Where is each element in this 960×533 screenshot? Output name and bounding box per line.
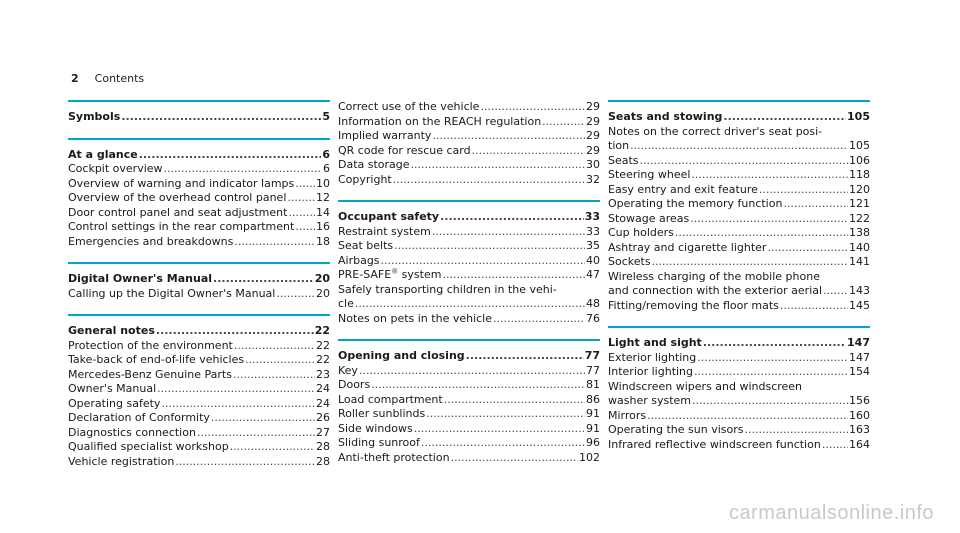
toc-entry[interactable] (68, 353, 330, 368)
entry-label: Fitting/removing the floor mats (608, 298, 779, 312)
entry-label: Seat belts (338, 239, 394, 252)
toc-entry[interactable] (68, 287, 330, 302)
toc-entry[interactable] (338, 239, 600, 254)
dot-leader (780, 299, 848, 314)
page-ref: 29 (586, 143, 600, 157)
dot-leader (691, 168, 848, 183)
entry-label: Emergencies and breakdowns (68, 234, 234, 248)
page-ref: 143 (849, 284, 870, 297)
toc-section-title[interactable] (68, 148, 330, 163)
toc-column-1 (68, 100, 330, 482)
toc-section-light-and-sight (608, 326, 870, 452)
dot-leader (542, 115, 585, 130)
page-ref: 147 (847, 336, 870, 349)
dot-leader (161, 397, 315, 412)
page-ref: 106 (849, 153, 870, 167)
entry-label: Diagnostics connection (68, 425, 196, 439)
toc-entry[interactable] (68, 162, 330, 177)
dot-leader (276, 287, 315, 302)
entry-label: and connection with the exterior aerial (608, 284, 823, 297)
page-ref: 122 (849, 211, 870, 225)
toc-entry[interactable] (338, 378, 600, 393)
toc-entry[interactable] (338, 144, 600, 159)
section-title-label: Seats and stowing (608, 110, 723, 123)
entry-label: Restraint system (338, 224, 431, 238)
dot-leader (783, 197, 848, 212)
entry-label: Interior lighting (608, 365, 694, 378)
page-ref: 27 (316, 425, 330, 439)
page-ref: 105 (849, 139, 870, 152)
dot-leader (156, 324, 314, 339)
dot-leader (451, 451, 578, 466)
toc-section-opening-and-closing (338, 339, 600, 465)
dot-leader (823, 284, 848, 299)
toc-entry[interactable] (338, 268, 600, 283)
toc-entry[interactable] (68, 206, 330, 221)
page-ref: 23 (316, 367, 330, 381)
page-ref: 156 (849, 394, 870, 407)
page-ref: 24 (316, 382, 330, 395)
section-title-label: At a glance (68, 147, 138, 161)
toc-entry[interactable] (338, 393, 600, 408)
dot-leader (164, 162, 322, 177)
section-divider (68, 262, 330, 264)
dot-leader (393, 173, 585, 188)
section-title-label: Opening and closing (338, 349, 465, 362)
toc-entry[interactable] (608, 212, 870, 227)
entry-label: Implied warranty (338, 129, 432, 142)
section-divider (608, 100, 870, 102)
toc-entry[interactable] (68, 368, 330, 383)
dot-leader (466, 349, 584, 364)
dot-leader (230, 440, 315, 455)
entry-label: Airbags (338, 253, 380, 267)
entry-label-line: Safely transporting children in the vehi- (338, 282, 557, 296)
dot-leader (233, 368, 315, 383)
page-ref: 76 (586, 311, 600, 325)
entry-label: Take-back of end-of-life vehicles (68, 353, 245, 366)
dot-leader (647, 409, 848, 424)
page-ref: 28 (316, 440, 330, 453)
entry-label: Owner's Manual (68, 382, 157, 395)
page-ref: 16 (316, 220, 330, 233)
dot-leader (245, 353, 315, 368)
toc-entry[interactable] (608, 139, 870, 154)
page-header (71, 72, 144, 85)
toc-section-digital-owner-s-manual (68, 262, 330, 301)
toc-entry[interactable] (338, 422, 600, 437)
toc-section-title[interactable] (608, 110, 870, 125)
section-divider (608, 326, 870, 328)
dot-leader (175, 455, 315, 470)
entry-label: cle (338, 297, 354, 310)
page-ref: 20 (316, 286, 330, 300)
toc-entry[interactable] (608, 394, 870, 409)
registered-mark: ® (391, 267, 399, 276)
page-ref: 28 (316, 454, 330, 468)
dot-leader (394, 239, 585, 254)
toc-entry[interactable] (338, 158, 600, 173)
entry-label: Overview of the overhead control panel (68, 191, 287, 204)
entry-label: Vehicle registration (68, 454, 175, 468)
toc-section-general-notes (68, 314, 330, 469)
toc-entry[interactable] (68, 382, 330, 397)
dot-leader (295, 177, 315, 192)
section-title-label: Symbols (68, 110, 121, 123)
page-ref: 145 (849, 298, 870, 312)
entry-label: Ashtray and cigarette lighter (608, 240, 767, 254)
dot-leader (295, 220, 315, 235)
toc-entry[interactable] (608, 183, 870, 198)
page-ref: 10 (316, 176, 330, 190)
section-divider (68, 100, 330, 102)
toc-entry[interactable] (338, 297, 600, 312)
entry-label: Key (338, 363, 358, 377)
entry-label-line: Notes on the correct driver's seat posi- (608, 124, 823, 138)
dot-leader (703, 336, 846, 351)
section-title-label: Digital Owner's Manual (68, 272, 213, 285)
toc-entry[interactable] (68, 220, 330, 235)
dot-leader (694, 365, 848, 380)
page-ref: 141 (849, 255, 870, 268)
entry-label: QR code for rescue card (338, 143, 471, 157)
page-ref: 22 (314, 324, 330, 337)
section-divider (338, 339, 600, 341)
page-ref: 29 (586, 100, 600, 113)
toc-entry[interactable] (608, 255, 870, 270)
page-ref: 47 (586, 268, 600, 281)
entry-label: Steering wheel (608, 168, 691, 181)
toc-section-title[interactable] (68, 272, 330, 287)
page-ref: 154 (849, 365, 870, 378)
entry-label: Operating the sun visors (608, 423, 744, 436)
page-ref: 81 (586, 378, 600, 391)
entry-label: Overview of warning and indicator lamps (68, 176, 295, 190)
toc-section-title[interactable] (68, 324, 330, 339)
toc-entry[interactable] (338, 312, 600, 327)
dot-leader (432, 129, 585, 144)
dot-leader (287, 191, 315, 206)
page-ref: 6 (323, 162, 330, 175)
page-ref: 77 (584, 349, 600, 362)
dot-leader (234, 235, 315, 250)
dot-leader (426, 407, 585, 422)
toc-entry[interactable] (338, 451, 600, 466)
dot-leader (822, 438, 848, 453)
page-ref: 14 (316, 205, 330, 219)
entry-label: PRE-SAFE® system (338, 267, 442, 281)
dot-leader (355, 297, 585, 312)
entry-label: Control settings in the rear compartment (68, 220, 295, 233)
toc-entry[interactable] (68, 235, 330, 250)
dot-leader (421, 436, 585, 451)
dot-leader (690, 212, 848, 227)
entry-label: Qualified specialist workshop (68, 440, 229, 453)
toc-entry[interactable] (338, 254, 600, 269)
dot-leader (197, 426, 315, 441)
dot-leader (480, 100, 585, 115)
page-number: 2 (71, 72, 79, 85)
page-ref: 22 (316, 353, 330, 366)
dot-leader (121, 110, 321, 125)
dot-leader (493, 312, 585, 327)
page-ref: 6 (322, 147, 330, 161)
dot-leader (211, 411, 315, 426)
toc-entry[interactable] (68, 397, 330, 412)
dot-leader (745, 423, 849, 438)
entry-label: Correct use of the vehicle (338, 100, 480, 113)
toc-entry[interactable] (338, 364, 600, 379)
entry-label: Anti-theft protection (338, 450, 450, 464)
entry-label: Easy entry and exit feature (608, 182, 758, 196)
dot-leader (371, 378, 585, 393)
dot-leader (432, 225, 585, 240)
entry-label: washer system (608, 394, 691, 407)
page-ref: 86 (586, 392, 600, 406)
page-ref: 32 (586, 172, 600, 186)
toc-entry[interactable] (68, 411, 330, 426)
toc-entry[interactable] (338, 225, 600, 240)
page-ref: 5 (322, 110, 330, 123)
entry-label: Sliding sunroof (338, 436, 420, 449)
entry-label: Side windows (338, 421, 413, 435)
page-ref: 29 (586, 114, 600, 128)
section-title-label: General notes (68, 324, 155, 337)
page-ref: 26 (316, 411, 330, 424)
page-ref: 22 (316, 338, 330, 352)
toc-entry[interactable] (608, 226, 870, 241)
entry-label: Seats (608, 153, 639, 167)
section-divider (68, 138, 330, 140)
page-ref: 164 (849, 437, 870, 451)
page-ref: 48 (586, 297, 600, 310)
toc-section-at-a-glance (68, 138, 330, 250)
dot-leader (444, 393, 585, 408)
toc-section-seats-and-stowing (608, 100, 870, 313)
entry-label: Copyright (338, 172, 392, 186)
dot-leader (157, 382, 315, 397)
toc-entry[interactable] (608, 423, 870, 438)
toc-section-title[interactable] (608, 336, 870, 351)
dot-leader (697, 351, 848, 366)
toc-entry[interactable] (608, 365, 870, 380)
dot-leader (767, 241, 848, 256)
toc-entry[interactable] (608, 351, 870, 366)
page-ref: 91 (586, 421, 600, 435)
dot-leader (630, 139, 848, 154)
entry-label: Door control panel and seat adjustment (68, 205, 288, 219)
toc-entry[interactable] (68, 426, 330, 441)
page-ref: 102 (579, 450, 600, 464)
page-ref: 118 (849, 168, 870, 181)
toc-section-title[interactable] (68, 110, 330, 125)
entry-label: Operating the memory function (608, 197, 783, 210)
page-ref: 160 (849, 408, 870, 422)
page-ref: 35 (586, 239, 600, 252)
entry-label: Mirrors (608, 408, 647, 422)
toc-section-title[interactable] (338, 210, 600, 225)
page-ref: 30 (586, 158, 600, 171)
page-ref: 33 (586, 224, 600, 238)
page-ref: 96 (586, 436, 600, 449)
toc-entry[interactable] (338, 173, 600, 188)
page-ref: 12 (316, 191, 330, 204)
dot-leader (472, 144, 585, 159)
page-ref: 163 (849, 423, 870, 436)
toc-entry[interactable] (608, 168, 870, 183)
toc-entry[interactable] (608, 197, 870, 212)
toc-column-3 (608, 100, 870, 465)
toc-entry[interactable] (68, 440, 330, 455)
section-title-label: Light and sight (608, 336, 702, 349)
page-ref: 140 (849, 240, 870, 254)
entry-label: Declaration of Conformity (68, 411, 210, 424)
section-divider (68, 314, 330, 316)
entry-label: Exterior lighting (608, 350, 697, 364)
toc-entry[interactable] (338, 129, 600, 144)
dot-leader (411, 158, 585, 173)
entry-label-line: Windscreen wipers and windscreen (608, 379, 803, 393)
dot-leader (359, 364, 585, 379)
dot-leader (381, 254, 585, 269)
page-title: Contents (94, 72, 145, 85)
toc-entry[interactable] (68, 455, 330, 470)
entry-label: Data storage (338, 158, 410, 171)
page-ref: 29 (586, 129, 600, 142)
entry-label: Sockets (608, 255, 651, 268)
toc-entry[interactable] (608, 241, 870, 256)
entry-label: Roller sunblinds (338, 407, 426, 420)
dot-leader (234, 339, 315, 354)
dot-leader (640, 154, 848, 169)
entry-label: Doors (338, 378, 371, 391)
entry-label: Cup holders (608, 226, 674, 239)
toc-entry[interactable] (608, 154, 870, 169)
dot-leader (213, 272, 314, 287)
entry-label: Stowage areas (608, 211, 690, 225)
toc-entry[interactable] (338, 436, 600, 451)
dot-leader (692, 394, 848, 409)
toc-entry[interactable] (608, 299, 870, 314)
toc-section-symbols (68, 100, 330, 125)
page-ref: 33 (584, 210, 600, 223)
watermark-logo: carmanualsonline.info (728, 502, 934, 524)
section-divider (338, 200, 600, 202)
toc-section (338, 100, 600, 187)
entry-label: Load compartment (338, 392, 443, 406)
entry-label: Notes on pets in the vehicle (338, 311, 493, 325)
entry-label: Protection of the environment (68, 338, 233, 352)
dot-leader (440, 210, 584, 225)
dot-leader (652, 255, 848, 270)
page-ref: 40 (586, 253, 600, 267)
page-ref: 121 (849, 197, 870, 210)
toc-column-2 (338, 100, 600, 478)
toc-section-occupant-safety (338, 200, 600, 326)
page-ref: 91 (586, 407, 600, 420)
dot-leader (139, 148, 322, 163)
page-ref: 138 (849, 226, 870, 239)
dot-leader (759, 183, 848, 198)
toc-entry[interactable] (608, 409, 870, 424)
toc-entry[interactable] (338, 115, 600, 130)
entry-label: Operating safety (68, 396, 161, 410)
section-title-label: Occupant safety (338, 210, 440, 223)
page-ref: 77 (586, 363, 600, 377)
page-ref: 105 (847, 110, 870, 123)
dot-leader (288, 206, 315, 221)
page-ref: 120 (849, 182, 870, 196)
toc-section-title[interactable] (338, 349, 600, 364)
entry-label: Cockpit overview (68, 162, 163, 175)
page-ref: 147 (849, 350, 870, 364)
toc-entry[interactable] (68, 177, 330, 192)
entry-label: Infrared reflective windscreen function (608, 437, 821, 451)
dot-leader (414, 422, 585, 437)
dot-leader (675, 226, 848, 241)
entry-label-line: Wireless charging of the mobile phone (608, 269, 820, 283)
dot-leader (723, 110, 846, 125)
entry-label: Information on the REACH regulation (338, 114, 542, 128)
toc-entry[interactable] (608, 438, 870, 453)
page-ref: 24 (316, 396, 330, 410)
toc-entry[interactable] (608, 284, 870, 299)
toc-entry[interactable] (338, 407, 600, 422)
toc-entry[interactable] (68, 339, 330, 354)
page-ref: 20 (314, 272, 330, 285)
page-ref: 18 (316, 234, 330, 248)
dot-leader (442, 268, 585, 283)
toc-entry[interactable] (338, 100, 600, 115)
entry-label: tion (608, 139, 630, 152)
toc-entry[interactable] (68, 191, 330, 206)
entry-label: Calling up the Digital Owner's Manual (68, 286, 276, 300)
entry-label: Mercedes-Benz Genuine Parts (68, 367, 232, 381)
